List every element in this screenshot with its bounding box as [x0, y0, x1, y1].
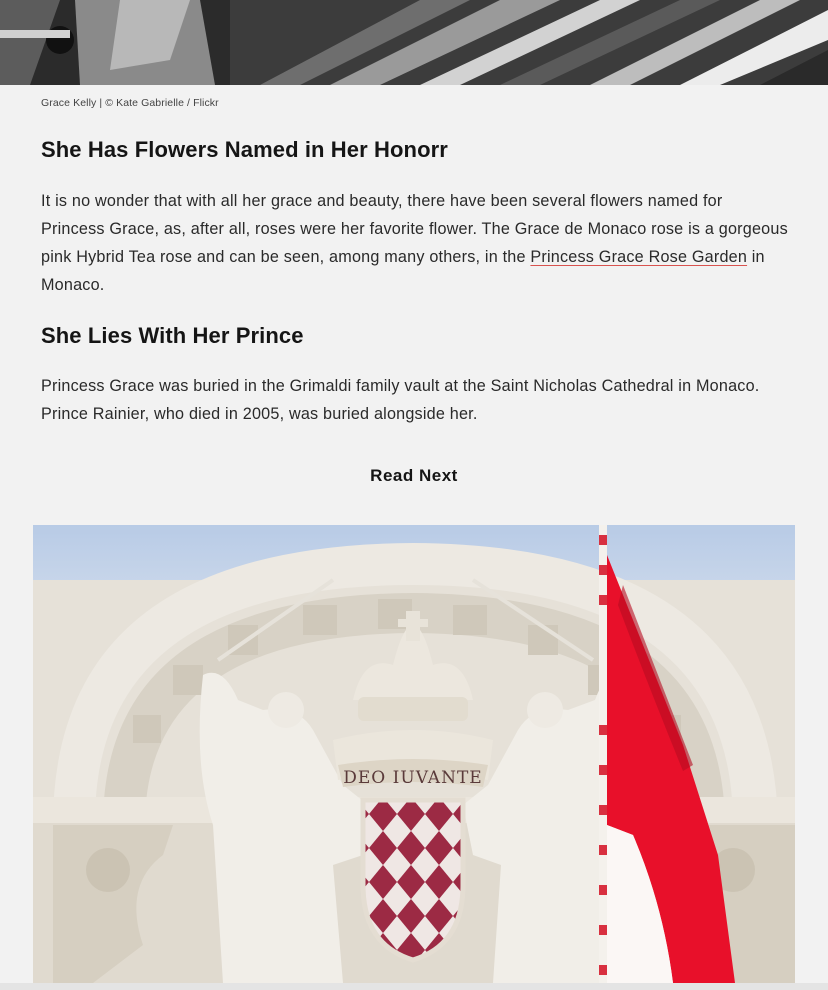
section-body-flowers	[41, 187, 789, 299]
photo-caption: Grace Kelly | © Kate Gabrielle / Flickr	[41, 97, 219, 109]
princess-grace-rose-garden-link[interactable]: Princess Grace Rose Garden	[530, 248, 748, 266]
monaco-coat-of-arms-image	[33, 525, 795, 983]
section-heading-flowers: She Has Flowers Named in Her Honorr	[41, 137, 448, 162]
read-next-feature-photo[interactable]	[33, 525, 795, 983]
body-text: It is no wonder that with all her grace and beauty, there have been several flowers named for Princess Grace, as, after all, roses were her favorite flower. The Grace de Monaco rose is a gorgeous pink Hybrid Tea rose and can be seen, among many others, in the	[41, 192, 788, 266]
hero-photo-image	[0, 0, 828, 85]
bottom-divider	[0, 983, 828, 990]
read-next-heading: Read Next	[370, 466, 458, 485]
hero-photo	[0, 0, 828, 85]
body-text: in Monaco.	[41, 248, 765, 294]
motto-text: DEO IUVANTE	[343, 768, 483, 788]
section-body-prince: Princess Grace was buried in the Grimaldi family vault at the Saint Nicholas Cathedral in Monaco. Prince Rainier, who died in 2005, was buried alongside her.	[41, 377, 760, 423]
section-heading-prince: She Lies With Her Prince	[41, 323, 304, 348]
